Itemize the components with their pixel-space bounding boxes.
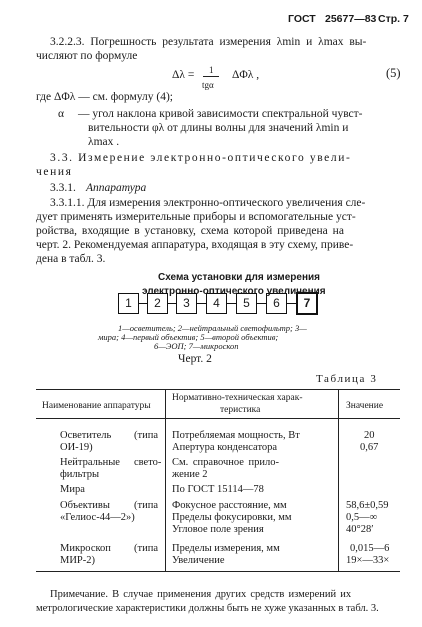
scheme-legend-line1: 1—осветитель; 2—нейтральный светофильтр; 3— <box>118 323 307 333</box>
table-row4-name-line1: Объективы <box>60 500 110 511</box>
paragraph-3311-line1: 3.3.1.1. Для измерения электронно-оптического увеличения сле- <box>50 197 366 209</box>
scheme-title-line1: Схема установки для измерения <box>158 272 320 283</box>
scheme-arrow <box>227 303 236 304</box>
paragraph-3311-line5: дена в табл. 3. <box>36 253 106 265</box>
table-row3-name: Мира <box>60 484 85 495</box>
table-row5-type: (типа <box>134 543 158 554</box>
paragraph-3311-line3: ройства, входящие в установку, схема которой приведена на <box>36 225 344 237</box>
table-row1-val1: 20 <box>364 430 375 441</box>
table-header-spec-line1: Нормативно-техническая харак- <box>172 393 303 403</box>
formula-number: (5) <box>386 66 401 80</box>
table-row4-name-line2: «Гелиос-44—2») <box>60 512 135 523</box>
table-row5-val2: 19×—33× <box>346 555 390 566</box>
table-row4-val3: 40°28′ <box>346 524 374 535</box>
table-top-rule <box>36 389 400 390</box>
table-row1-type: (типа <box>134 430 158 441</box>
table-row4-spec1: Фокусное расстояние, мм <box>172 500 287 511</box>
table-row4-type: (типа <box>134 500 158 511</box>
table-row5-spec1: Пределы измерения, мм <box>172 543 280 554</box>
page-number: Стр. 7 <box>378 13 409 25</box>
note-line1: Примечание. В случае применения других средств измерений их <box>50 589 352 600</box>
table-bottom-rule <box>36 571 400 572</box>
table-row5-name-line1: Микроскоп <box>60 543 111 554</box>
scheme-box-5: 5 <box>236 293 257 314</box>
section-331-title: Аппаратура <box>86 182 147 194</box>
table-row5-name-line2: МИР-2) <box>60 555 96 566</box>
table-row4-val1: 58,6±0,59 <box>346 500 389 511</box>
scheme-arrow <box>197 303 206 304</box>
scheme-box-4: 4 <box>206 293 227 314</box>
table-header-rule <box>36 418 400 419</box>
scheme-box-3: 3 <box>176 293 197 314</box>
table-row5-spec2: Увеличение <box>172 555 225 566</box>
standard-number: 25677—83 <box>325 13 377 25</box>
alpha-symbol: α <box>58 108 65 120</box>
scheme-box-1: 1 <box>118 293 139 314</box>
formula-fraction-bar <box>203 76 219 77</box>
paragraph-3223-line2: числяют по формуле <box>36 50 138 62</box>
section-33-title-line1: 3.3. Измерение электронно-оптического увели- <box>50 152 352 164</box>
table-row2-spec2: жение 2 <box>172 469 208 480</box>
table-col-divider-2 <box>338 389 339 571</box>
paragraph-3311-line4: черт. 2. Рекомендуемая аппаратура, входящая в эту схему, приве- <box>36 239 354 251</box>
table-header-value: Значение <box>346 401 384 411</box>
scheme-title-line2: электронно-оптического увеличения <box>142 286 326 297</box>
scheme-arrow <box>139 303 147 304</box>
table-header-spec-line2: теристика <box>220 405 261 415</box>
table-row1-val2: 0,67 <box>360 442 379 453</box>
note-line2: метрологические характеристики должны быть не хуже указанных в табл. 3. <box>36 603 379 614</box>
section-33-title-line2: чения <box>36 166 73 178</box>
scheme-arrow <box>168 303 176 304</box>
table-row1-spec1: Потребляемая мощность, Вт <box>172 430 300 441</box>
table-label: Таблица 3 <box>316 373 378 385</box>
table-row1-spec2: Апертура конденсатора <box>172 442 278 453</box>
alpha-desc-line3: λmax . <box>88 136 120 148</box>
formula-lhs: Δλ = <box>172 69 195 81</box>
table-row2-spec1: См. справочное прило- <box>172 457 279 468</box>
table-row1-name-line2: ОИ-19) <box>60 442 93 453</box>
scheme-legend-line3: 6—ЭОП; 7—микроскоп <box>154 341 239 351</box>
table-col-divider-1 <box>165 389 166 571</box>
scheme-arrow <box>257 303 266 304</box>
table-row2-name-line2: фильтры <box>60 469 100 480</box>
formula-rhs: ΔΦλ , <box>232 69 260 81</box>
scheme-caption: Черт. 2 <box>178 353 212 365</box>
table-row2-name-suffix: свето- <box>134 457 162 468</box>
standard-label: ГОСТ <box>288 13 316 25</box>
alpha-desc-line2: вительности φλ от длины волны для значений λmin и <box>88 122 349 134</box>
paragraph-3223-line1: 3.2.2.3. Погрешность результата измерения λmin и λmax вы- <box>50 36 367 48</box>
section-331-number: 3.3.1. <box>50 182 76 194</box>
scheme-box-2: 2 <box>147 293 168 314</box>
scheme-box-6: 6 <box>266 293 287 314</box>
formula-denominator: tgα <box>202 80 214 90</box>
table-row5-val1: 0,015—6 <box>350 543 390 554</box>
table-row4-spec3: Угловое поле зрения <box>172 524 264 535</box>
where-line: где ΔΦλ — см. формулу (4); <box>36 91 174 103</box>
scheme-legend-line2: мира; 4—первый объектив; 5—второй объектив; <box>98 332 279 342</box>
paragraph-3311-line2: дует применять измерительные приборы и вспомогательные уст- <box>36 211 356 223</box>
scheme-arrow <box>287 303 296 304</box>
alpha-desc-line1: — угол наклона кривой зависимости спектральной чувст- <box>78 108 363 120</box>
table-row2-name-line1: Нейтральные <box>60 457 120 468</box>
table-row4-val2: 0,5—∞ <box>346 512 378 523</box>
formula-numerator: 1 <box>209 65 214 75</box>
table-row1-name-line1: Осветитель <box>60 430 112 441</box>
table-row3-spec: По ГОСТ 15114—78 <box>172 484 264 495</box>
table-header-name: Наименование аппаратуры <box>42 401 151 411</box>
table-row4-spec2: Пределы фокусировки, мм <box>172 512 292 523</box>
scheme-box-7: 7 <box>296 292 318 315</box>
